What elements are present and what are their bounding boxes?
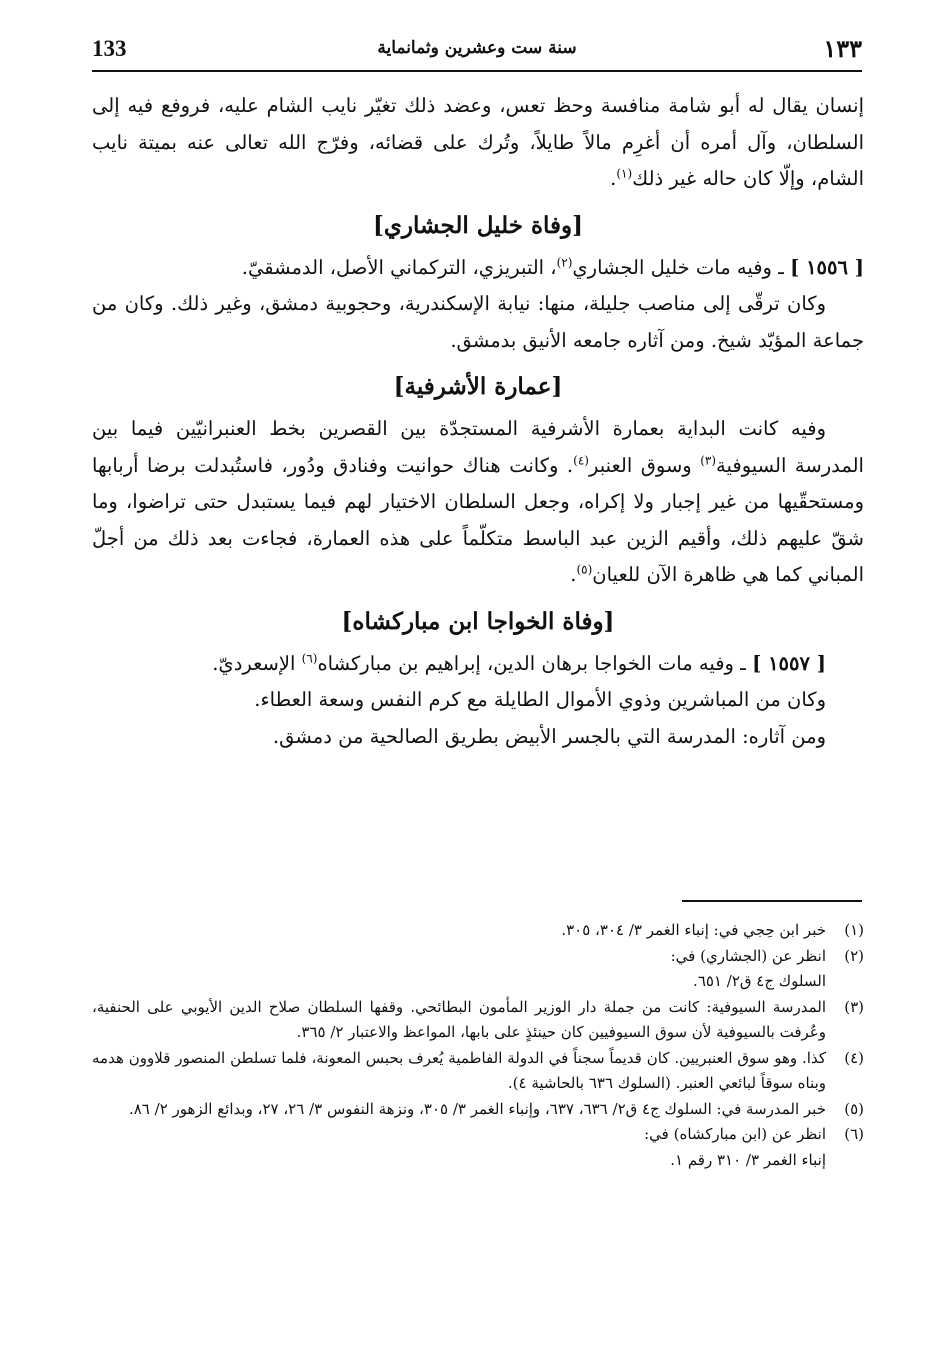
entry-1557-text-b: الإسعرديّ. xyxy=(212,651,302,675)
footnote-4 xyxy=(92,1046,864,1097)
footnote-ref-1[interactable]: (١) xyxy=(616,166,633,181)
footnote-ref-5[interactable]: (٥) xyxy=(576,562,593,577)
entry-1557 xyxy=(92,646,864,683)
page-number-latin: 133 xyxy=(92,36,127,61)
ashrafiyya-text-b: وسوق العنبر xyxy=(588,453,701,477)
footnote-text-line-2: السلوك ج٤ ق٢/ ٦٥١. xyxy=(693,972,826,990)
footnote-number: (٤) xyxy=(844,1048,864,1067)
footnote-text xyxy=(92,944,826,995)
ashrafiyya-text-a: وفيه كانت البداية بعمارة الأشرفية المستجدّة بين القصرين بخط العنبرانيّين فيما بين المدرسة السيوفية xyxy=(92,417,864,477)
ashrafiyya-end: . xyxy=(570,563,577,586)
ashrafiyya-paragraph xyxy=(92,411,864,594)
khawaja-line-2: ومن آثاره: المدرسة التي بالجسر الأبيض بطريق الصالحية من دمشق. xyxy=(272,724,826,748)
intro-end: . xyxy=(610,167,617,190)
footnote-5 xyxy=(92,1097,864,1123)
footnote-ref-2[interactable]: (٢) xyxy=(556,255,573,269)
footnote-rule xyxy=(682,900,862,902)
footnote-6 xyxy=(92,1122,864,1173)
footnote-ref-6[interactable]: (٦) xyxy=(301,651,318,665)
footnote-text-line-1: انظر عن (الجشاري) في: xyxy=(670,946,826,965)
khalil-paragraph: وكان ترقّى إلى مناصب جليلة، منها: نيابة الإسكندرية، وحجوبية دمشق، وغير ذلك. وكان من جماعة المؤيّد شيخ. ومن آثاره جامعه الأنيق بدمشق. xyxy=(92,292,864,352)
heading-khawaja: [وفاة الخواجا ابن مباركشاه] xyxy=(341,607,615,635)
heading-ashrafiyya: [عمارة الأشرفية] xyxy=(393,373,563,400)
heading-khalil-jashari: [وفاة خليل الجشاري] xyxy=(372,211,583,239)
header-rule xyxy=(92,70,862,72)
footnote-number: (٢) xyxy=(844,946,864,965)
footnote-number: (٣) xyxy=(844,997,864,1016)
footnote-text: المدرسة السيوفية: كانت من جملة دار الوزير المأمون البطائحي. وقفها السلطان صلاح الدين الأيوبي على الحنفية، وعُرفت بالسيوفية لأن سوق السيوفيين كان حينئذٍ على بابها، المواعظ والاعتبار ٢/ ٣٦٥. xyxy=(92,997,826,1041)
intro-text: إنسان يقال له أبو شامة منافسة وحظ تعس، وعضد ذلك تغيّر نايب الشام عليه، فروفع فيه إلى السلطان، وآل أمره أن أغرِم مالاً طايلاً، وتُرك على قضائه، وفرّج الله تعالى عنه بميتة نايب الشام، وإلّا كان حاله غير ذلك xyxy=(92,94,864,190)
entry-1556-text-a: ـ وفيه مات خليل الجشاري xyxy=(572,255,791,279)
footnote-ref-4[interactable]: (٤) xyxy=(573,453,589,467)
footnote-text: كذا. وهو سوق العنبريين. كان قديماً سجناً في الدولة الفاطمية يُعرف بحبس المعونة، فلما تسلطن المنصور قلاوون هدمه وبناه سوقاً لبائعي العنبر. (السلوك ٦٣٦ بالحاشية ٤). xyxy=(92,1048,826,1092)
ashrafiyya-text-c: . وكانت هناك حوانيت وفنادق ودُور، فاستُبدلت برضا أربابها ومستحقّيها من غير إجبار ولا إكراه، وجعل السلطان الاختيار لهم فيما يستبدل حتى تراضوا، وما شقّ عليهم ذلك، وأقيم الزين عبد الباسط متكلّماً على هذه العمارة، فجاءت بعد ذلك من أجلّ المباني كما هي ظاهرة الآن للعيان xyxy=(92,453,864,586)
running-title: سنة ست وعشرين وثمانماية xyxy=(377,38,577,58)
entry-number-1557: [ ١٥٥٧ ] xyxy=(752,651,826,675)
footnote-text: خبر ابن حِجي في: إنباء الغمر ٣/ ٣٠٤، ٣٠٥. xyxy=(561,921,826,939)
footnote-2 xyxy=(92,944,864,995)
footnote-text xyxy=(92,1122,826,1173)
footnote-text: خبر المدرسة في: السلوك ج٤ ق٢/ ٦٣٦، ٦٣٧، وإنباء الغمر ٣/ ٣٠٥، ونزهة النفوس ٣/ ٢٦، ٢٧، وبدائع الزهور ٢/ ٨٦. xyxy=(128,1099,826,1118)
entry-1556 xyxy=(92,250,864,287)
footnote-1 xyxy=(92,918,864,944)
entry-1557-text-a: ـ وفيه مات الخواجا برهان الدين، إبراهيم بن مباركشاه xyxy=(317,651,753,675)
page-header xyxy=(92,30,862,68)
footnote-number: (٥) xyxy=(844,1099,864,1118)
footnote-text-line-2: إنباء الغمر ٣/ ٣١٠ رقم ١. xyxy=(670,1150,826,1169)
entry-number-1556: [ ١٥٥٦ ] xyxy=(790,255,864,279)
footnotes xyxy=(92,918,864,1173)
intro-paragraph xyxy=(92,88,864,198)
footnote-text-line-1: انظر عن (ابن مباركشاه) في: xyxy=(644,1125,826,1143)
footnote-number: (٦) xyxy=(844,1125,864,1143)
footnote-ref-3[interactable]: (٣) xyxy=(700,453,717,467)
main-text xyxy=(92,88,864,755)
footnote-number: (١) xyxy=(844,921,864,939)
khawaja-line-1: وكان من المباشرين وذوي الأموال الطايلة مع كرم النفس وسعة العطاء. xyxy=(254,688,826,711)
entry-1556-text-b: ، التبريزي، التركماني الأصل، الدمشقيّ. xyxy=(241,255,557,279)
page-number-arabic: ١٣٣ xyxy=(823,34,862,63)
footnote-3 xyxy=(92,995,864,1046)
